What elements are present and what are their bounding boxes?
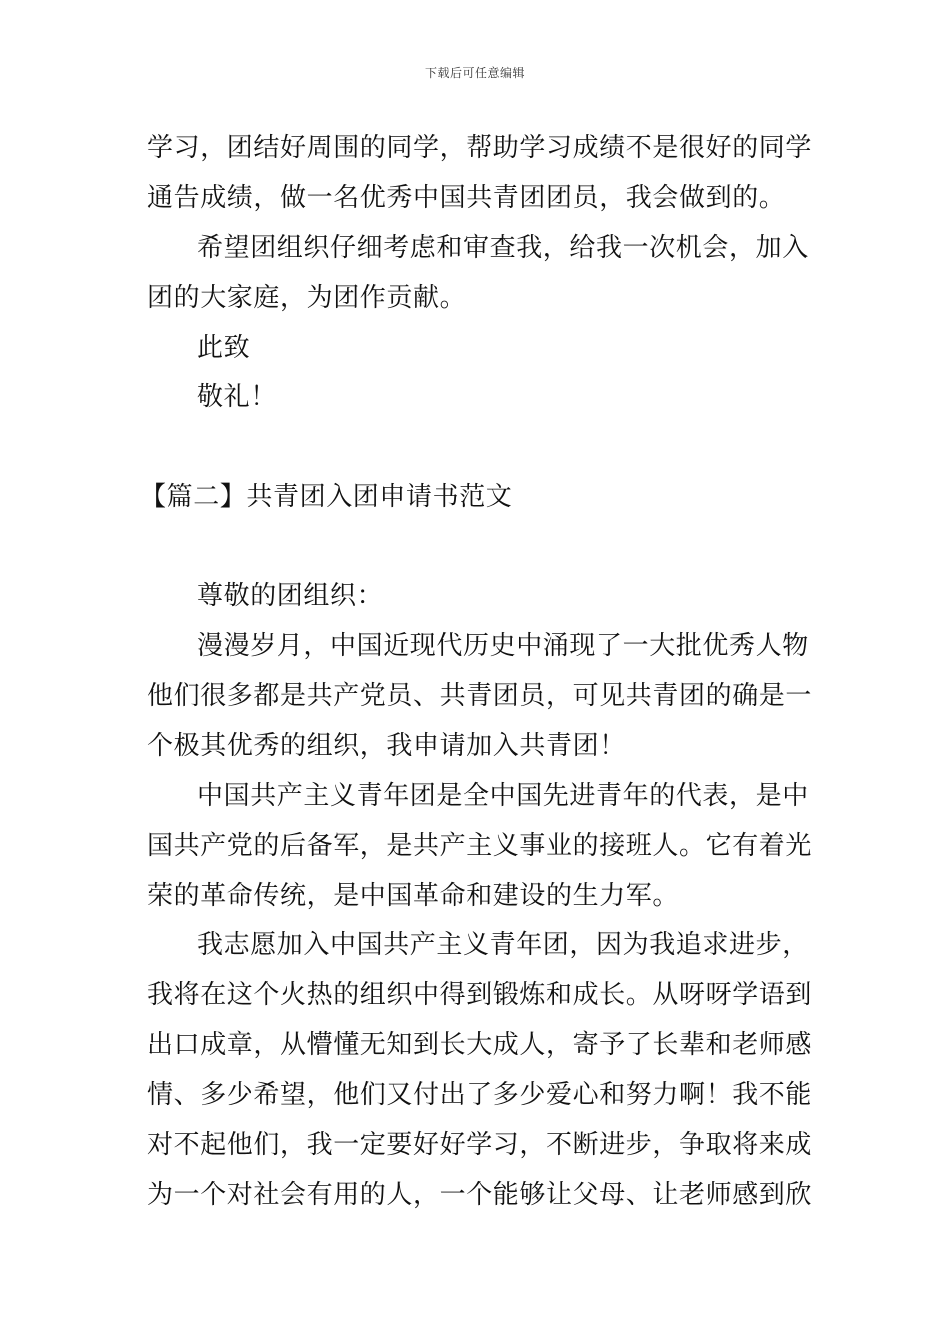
body-line: 中国共产主义青年团是全中国先进青年的代表，是中 xyxy=(197,781,809,811)
body-line: 漫漫岁月，中国近现代历史中涌现了一大批优秀人物 xyxy=(197,631,809,661)
body-line: 出口成章，从懵懂无知到长大成人，寄予了长辈和老师感 xyxy=(147,1030,813,1060)
page-header: 下载后可任意编辑 xyxy=(424,66,525,80)
body-line: 情、多少希望，他们又付出了多少爱心和努力啊！我不能 xyxy=(147,1080,813,1110)
closing-regards: 敬礼！ xyxy=(197,382,277,412)
body-line: 国共产党的后备军，是共产主义事业的接班人。它有着光 xyxy=(147,831,813,861)
greeting: 尊敬的团组织： xyxy=(197,581,384,611)
section-heading: 【篇二】共青团入团申请书范文 xyxy=(140,482,513,512)
body-line: 他们很多都是共产党员、共青团员，可见共青团的确是一 xyxy=(147,681,813,711)
body-line: 团的大家庭，为团作贡献。 xyxy=(147,283,467,313)
body-line: 个极其优秀的组织，我申请加入共青团！ xyxy=(147,731,626,761)
closing-salutation: 此致 xyxy=(197,333,251,363)
body-line: 希望团组织仔细考虑和审查我，给我一次机会，加入 xyxy=(197,233,809,263)
body-line: 为一个对社会有用的人，一个能够让父母、让老师感到欣 xyxy=(147,1180,813,1210)
body-line: 我将在这个火热的组织中得到锻炼和成长。从呀呀学语到 xyxy=(147,980,813,1010)
body-line: 我志愿加入中国共产主义青年团，因为我追求进步， xyxy=(197,930,809,960)
body-line: 对不起他们，我一定要好好学习，不断进步，争取将来成 xyxy=(147,1130,813,1160)
body-line: 通告成绩，做一名优秀中国共青团团员，我会做到的。 xyxy=(147,183,786,213)
body-line: 学习，团结好周围的同学，帮助学习成绩不是很好的同学 xyxy=(147,133,813,163)
body-line: 荣的革命传统，是中国革命和建设的生力军。 xyxy=(147,881,680,911)
